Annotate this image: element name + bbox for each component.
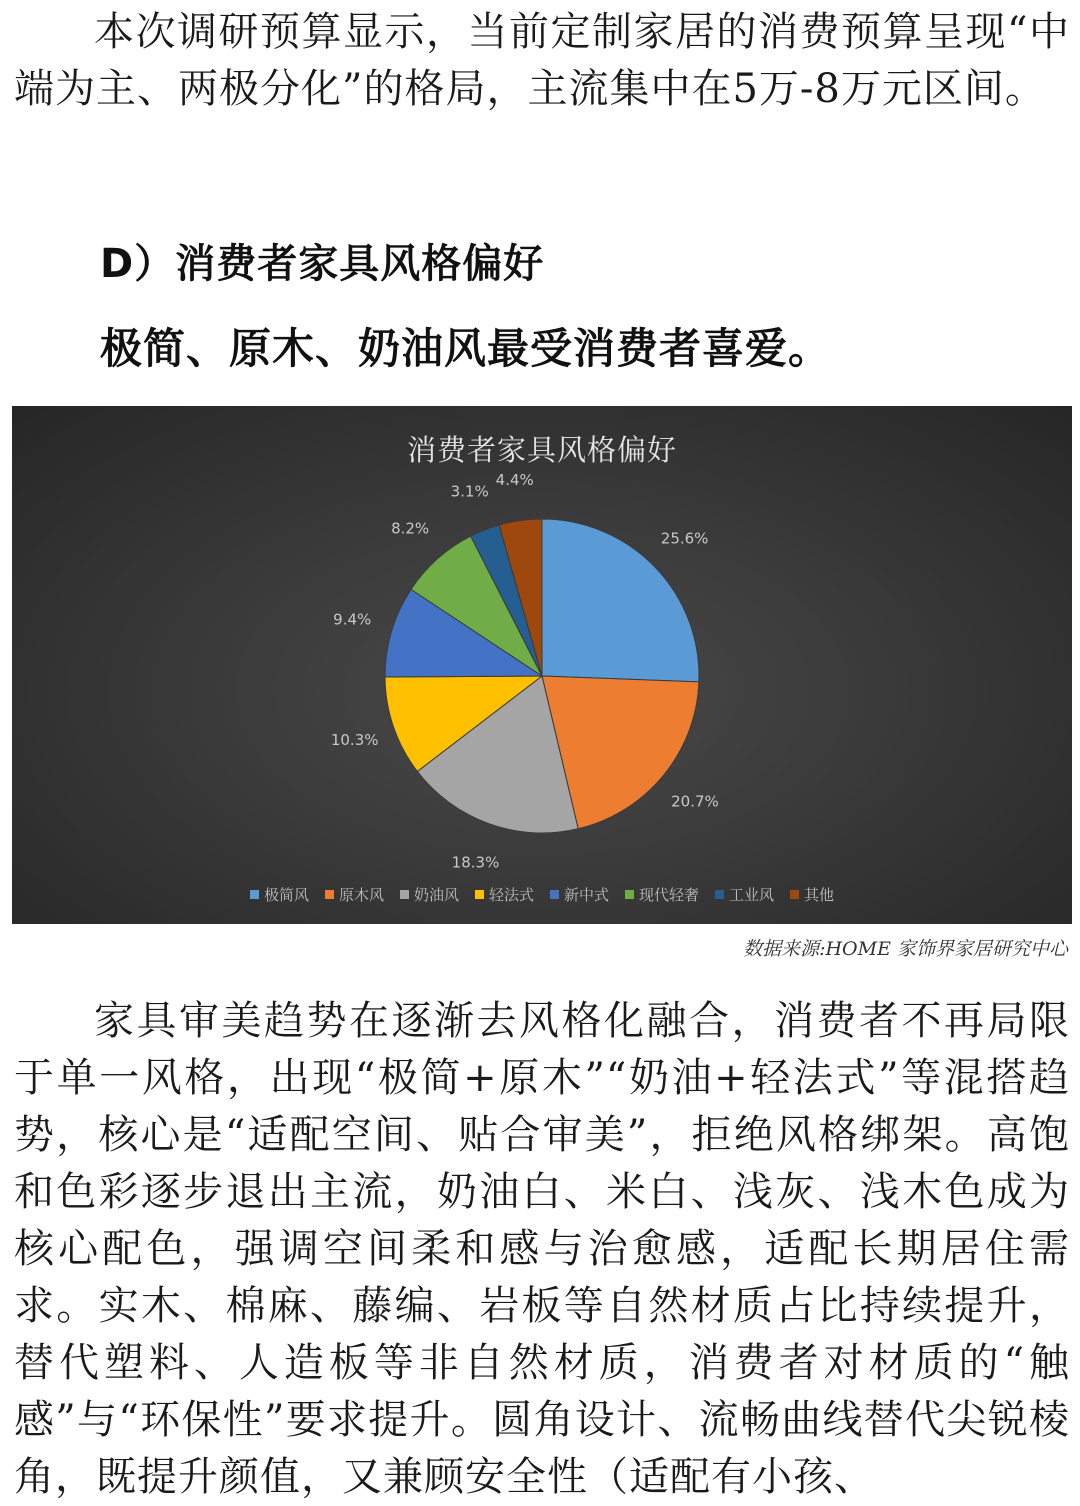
trend-paragraph: 家具审美趋势在逐渐去风格化融合，消费者不再局限于单一风格，出现“极简+原木”“奶油+轻法式”等混搭趋势，核心是“适配空间、贴合审美”，拒绝风格绑架。高饱和色彩逐步退出主流，奶油白、米白、浅灰、浅木色成为核心配色，强调空间柔和感与治愈感，适配长期居住需求。实木、棉麻、藤编、岩板等自然材质占比持续提升，替代塑料、人造板等非自然材质，消费者对材质的“触感”与“环保性”要求提升。圆角设计、流畅曲线替代尖锐棱角，既提升颜值，又兼顾安全性（适配有小孩、 [14,998,1070,1500]
legend-label: 新中式 [564,886,610,904]
slice-label-3: 18.3% [451,853,500,872]
section-heading: D）消费者家具风格偏好 [100,241,545,287]
legend-item-5 [550,884,609,905]
slice-label-5: 9.4% [333,610,372,629]
legend-swatch [550,890,559,899]
legend-item-1 [250,884,309,905]
slice-label-1: 25.6% [660,529,709,548]
legend-swatch [250,890,259,899]
style-preference-pie-chart [12,406,1072,924]
slice-label-8: 4.4% [495,470,534,489]
legend-swatch [790,890,799,899]
legend-item-7 [715,884,774,905]
legend-item-4 [475,884,534,905]
legend-item-3 [400,884,459,905]
legend-label: 极简风 [263,886,309,904]
pie-chart-canvas [12,406,1072,924]
legend-label: 原木风 [338,886,384,904]
legend-swatch [715,890,724,899]
slice-label-4: 10.3% [330,731,379,750]
legend-label: 现代轻奢 [639,886,700,904]
slice-label-6: 8.2% [391,519,430,538]
legend-item-6 [625,884,699,905]
slice-label-7: 3.1% [450,482,489,501]
legend-swatch [325,890,334,899]
legend-item-8 [790,884,834,905]
legend-item-2 [325,884,384,905]
key-finding: 极简、原木、奶油风最受消费者喜爱。 [100,324,832,373]
legend-label: 工业风 [729,886,775,904]
chart-title: 消费者家具风格偏好 [406,433,677,467]
legend-label: 轻法式 [488,886,534,904]
legend-label: 奶油风 [413,886,459,904]
intro-paragraph: 本次调研预算显示，当前定制家居的消费预算呈现“中端为主、两极分化”的格局，主流集中在5万-8万元区间。 [14,9,1070,112]
slice-label-2: 20.7% [671,792,719,811]
legend-label: 其他 [804,886,835,904]
legend-swatch [475,890,484,899]
legend-swatch [625,890,634,899]
legend-swatch [400,890,409,899]
chart-legend [12,884,1072,905]
data-source-note: 数据来源:HOME 家饰界家居研究中心 [743,938,1068,960]
